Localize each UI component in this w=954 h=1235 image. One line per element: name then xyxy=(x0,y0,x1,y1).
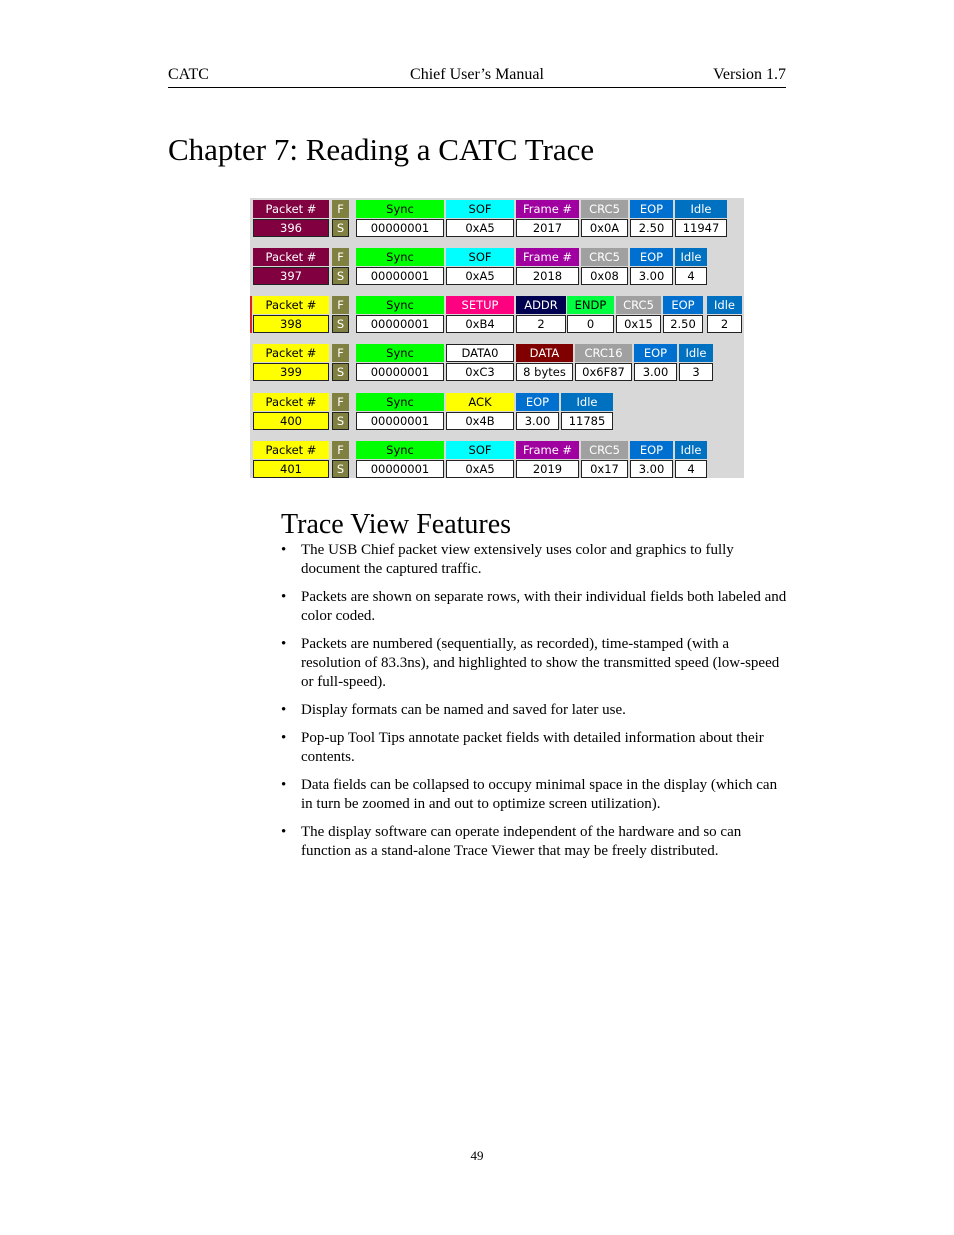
bullet-icon: • xyxy=(281,542,287,558)
packet-field[interactable] xyxy=(446,441,514,478)
packet-field[interactable] xyxy=(581,441,628,478)
packet-field-label: Idle xyxy=(561,393,613,411)
packet-field-value: 4 xyxy=(675,267,707,285)
packet-field-label: F xyxy=(332,296,349,314)
header-manual-title: Chief User’s Manual xyxy=(410,66,544,83)
packet-field[interactable] xyxy=(332,200,349,237)
packet-field-value: 400 xyxy=(253,412,329,430)
packet-field[interactable] xyxy=(356,248,444,285)
packet-field-label: F xyxy=(332,344,349,362)
packet-field-label: Frame # xyxy=(516,441,579,459)
packet-field-value: S xyxy=(332,363,349,381)
packet-field[interactable] xyxy=(253,441,329,478)
packet-field-label: Packet # xyxy=(253,200,329,218)
packet-field-label: CRC5 xyxy=(581,441,628,459)
feature-text: The display software can operate independent of the hardware and so can function as a stand-alone Trace Viewer that may be freely distributed. xyxy=(301,824,742,859)
packet-field[interactable] xyxy=(581,248,628,285)
packet-field[interactable] xyxy=(446,344,514,381)
bullet-icon: • xyxy=(281,777,287,793)
feature-text: Pop-up Tool Tips annotate packet fields with detailed information about their contents. xyxy=(301,730,764,765)
packet-field[interactable] xyxy=(630,248,673,285)
packet-field-value: 8 bytes xyxy=(516,363,573,381)
packet-field-value: 3.00 xyxy=(634,363,677,381)
packet-field[interactable] xyxy=(567,296,614,333)
trace-view-figure xyxy=(250,198,744,478)
packet-field-value: 0x4B xyxy=(446,412,514,430)
packet-field-value: 397 xyxy=(253,267,329,285)
packet-field-value: 00000001 xyxy=(356,460,444,478)
bullet-icon: • xyxy=(281,589,287,605)
packet-row[interactable] xyxy=(250,344,744,381)
packet-row[interactable] xyxy=(250,441,744,478)
packet-field[interactable] xyxy=(332,393,349,430)
packet-field-label: Idle xyxy=(675,441,707,459)
packet-field-value: 2 xyxy=(516,315,566,333)
packet-field-label: DATA xyxy=(516,344,573,362)
packet-field-label: Packet # xyxy=(253,248,329,266)
packet-field-label: Packet # xyxy=(253,441,329,459)
packet-field-label: EOP xyxy=(630,248,673,266)
packet-field-value: 401 xyxy=(253,460,329,478)
packet-field[interactable] xyxy=(679,344,713,381)
packet-field-value: 3.00 xyxy=(630,460,673,478)
packet-field[interactable] xyxy=(581,200,628,237)
feature-list-item xyxy=(281,823,787,861)
packet-field-label: F xyxy=(332,248,349,266)
packet-field-label: EOP xyxy=(516,393,559,411)
packet-field-label: SOF xyxy=(446,441,514,459)
packet-field-value: 2 xyxy=(707,315,742,333)
packet-field-value: 0x15 xyxy=(616,315,661,333)
packet-field-value: 2.50 xyxy=(663,315,703,333)
packet-field-value: 2.50 xyxy=(630,219,673,237)
packet-field-value: S xyxy=(332,460,349,478)
packet-row[interactable] xyxy=(250,248,744,285)
packet-field-value: 0xA5 xyxy=(446,267,514,285)
packet-field-value: 0x08 xyxy=(581,267,628,285)
packet-field-label: Packet # xyxy=(253,296,329,314)
packet-field-value: 0xC3 xyxy=(446,363,514,381)
packet-field-label: EOP xyxy=(630,441,673,459)
feature-list xyxy=(281,541,787,870)
packet-field-value: 0xA5 xyxy=(446,460,514,478)
packet-field[interactable] xyxy=(446,200,514,237)
packet-field-label: Idle xyxy=(675,248,707,266)
packet-field-label: CRC5 xyxy=(581,200,628,218)
header-version: Version 1.7 xyxy=(713,66,786,83)
packet-field[interactable] xyxy=(332,344,349,381)
packet-field-label: F xyxy=(332,393,349,411)
packet-field-value: 3 xyxy=(679,363,713,381)
packet-field-value: 11785 xyxy=(561,412,613,430)
packet-field-value: 00000001 xyxy=(356,363,444,381)
packet-field[interactable] xyxy=(332,248,349,285)
packet-field-value: 396 xyxy=(253,219,329,237)
packet-field-label: EOP xyxy=(630,200,673,218)
packet-field-label: F xyxy=(332,441,349,459)
packet-field[interactable] xyxy=(356,441,444,478)
packet-field-label: CRC16 xyxy=(575,344,632,362)
bullet-icon: • xyxy=(281,730,287,746)
packet-field[interactable] xyxy=(253,393,329,430)
page-number: 49 xyxy=(470,1148,484,1163)
feature-text: Packets are shown on separate rows, with their individual fields both labeled and color coded. xyxy=(301,589,787,624)
packet-field-label: CRC5 xyxy=(581,248,628,266)
packet-field-label: ADDR xyxy=(516,296,566,314)
packet-field-label: Packet # xyxy=(253,344,329,362)
packet-field[interactable] xyxy=(634,344,677,381)
packet-field-label: SOF xyxy=(446,200,514,218)
packet-field-label: Sync xyxy=(356,393,444,411)
packet-field[interactable] xyxy=(253,344,329,381)
packet-row[interactable] xyxy=(250,200,744,237)
feature-text: The USB Chief packet view extensively uses color and graphics to fully document the captured traffic. xyxy=(301,542,734,577)
packet-field[interactable] xyxy=(630,200,673,237)
feature-list-item xyxy=(281,776,787,814)
packet-field-value: 399 xyxy=(253,363,329,381)
header-company: CATC xyxy=(168,66,209,83)
row-marker xyxy=(250,296,252,333)
packet-field[interactable] xyxy=(516,296,566,333)
packet-field-value: 00000001 xyxy=(356,412,444,430)
packet-field[interactable] xyxy=(332,441,349,478)
packet-field[interactable] xyxy=(616,296,661,333)
packet-field-value: S xyxy=(332,267,349,285)
packet-field[interactable] xyxy=(253,248,329,285)
packet-field[interactable] xyxy=(332,296,349,333)
packet-field[interactable] xyxy=(675,441,707,478)
section-title: Trace View Features xyxy=(281,509,512,540)
bullet-icon: • xyxy=(281,702,287,718)
packet-field-label: ACK xyxy=(446,393,514,411)
feature-list-item xyxy=(281,701,787,720)
packet-field[interactable] xyxy=(356,296,444,333)
packet-field-label: F xyxy=(332,200,349,218)
packet-field[interactable] xyxy=(253,296,329,333)
packet-field-value: 398 xyxy=(253,315,329,333)
packet-field-value: 0x17 xyxy=(581,460,628,478)
packet-field-label: Frame # xyxy=(516,248,579,266)
packet-field[interactable] xyxy=(561,393,613,430)
packet-field-label: Packet # xyxy=(253,393,329,411)
feature-text: Data fields can be collapsed to occupy minimal space in the display (which can in turn be zoomed in and out to optimize screen utilization). xyxy=(301,777,778,812)
packet-field[interactable] xyxy=(446,296,514,333)
packet-field-label: ENDP xyxy=(567,296,614,314)
packet-field-value: 0 xyxy=(567,315,614,333)
packet-field[interactable] xyxy=(516,344,573,381)
packet-field-value: 00000001 xyxy=(356,219,444,237)
packet-field-value: 3.00 xyxy=(516,412,559,430)
page-header xyxy=(168,66,786,88)
feature-list-item xyxy=(281,635,787,692)
packet-field[interactable] xyxy=(253,200,329,237)
packet-field[interactable] xyxy=(356,393,444,430)
packet-field-label: EOP xyxy=(663,296,703,314)
packet-field-label: Sync xyxy=(356,248,444,266)
packet-field[interactable] xyxy=(630,441,673,478)
packet-field[interactable] xyxy=(575,344,632,381)
packet-field-label: DATA0 xyxy=(446,344,514,362)
packet-field-label: Sync xyxy=(356,200,444,218)
packet-field[interactable] xyxy=(663,296,703,333)
packet-field[interactable] xyxy=(356,200,444,237)
packet-field-value: 2018 xyxy=(516,267,579,285)
feature-list-item xyxy=(281,588,787,626)
packet-field-value: S xyxy=(332,219,349,237)
packet-field-value: 0x6F87 xyxy=(575,363,632,381)
packet-field-value: 3.00 xyxy=(630,267,673,285)
packet-field-value: 2019 xyxy=(516,460,579,478)
packet-field-value: 4 xyxy=(675,460,707,478)
packet-field[interactable] xyxy=(446,393,514,430)
packet-field-label: Idle xyxy=(679,344,713,362)
packet-field[interactable] xyxy=(516,441,579,478)
packet-field-value: 2017 xyxy=(516,219,579,237)
feature-text: Packets are numbered (sequentially, as recorded), time-stamped (with a resolution of 83.3ns), and highlighted to show the transmitted speed (low-speed or full-speed). xyxy=(301,636,780,690)
packet-field-label: CRC5 xyxy=(616,296,661,314)
packet-field[interactable] xyxy=(707,296,742,333)
packet-field-label: SOF xyxy=(446,248,514,266)
packet-field-label: Sync xyxy=(356,441,444,459)
feature-list-item xyxy=(281,541,787,579)
packet-row[interactable] xyxy=(250,296,744,333)
chapter-title: Chapter 7: Reading a CATC Trace xyxy=(168,132,595,167)
packet-field[interactable] xyxy=(356,344,444,381)
feature-list-item xyxy=(281,729,787,767)
packet-field-label: Sync xyxy=(356,296,444,314)
packet-field-label: Idle xyxy=(707,296,742,314)
packet-field-label: Frame # xyxy=(516,200,579,218)
packet-field-label: Sync xyxy=(356,344,444,362)
packet-field-label: SETUP xyxy=(446,296,514,314)
packet-field-value: 0x0A xyxy=(581,219,628,237)
packet-field-value: S xyxy=(332,315,349,333)
packet-field-value: 11947 xyxy=(675,219,727,237)
bullet-icon: • xyxy=(281,636,287,652)
packet-field-label: Idle xyxy=(675,200,727,218)
packet-field[interactable] xyxy=(516,393,559,430)
packet-field[interactable] xyxy=(516,248,579,285)
bullet-icon: • xyxy=(281,824,287,840)
feature-text: Display formats can be named and saved for later use. xyxy=(301,702,626,718)
packet-field[interactable] xyxy=(675,200,727,237)
packet-field[interactable] xyxy=(675,248,707,285)
packet-field[interactable] xyxy=(516,200,579,237)
packet-field-value: 00000001 xyxy=(356,315,444,333)
packet-field[interactable] xyxy=(446,248,514,285)
packet-row[interactable] xyxy=(250,393,744,430)
packet-field-value: 00000001 xyxy=(356,267,444,285)
packet-field-value: 0xA5 xyxy=(446,219,514,237)
packet-field-value: S xyxy=(332,412,349,430)
packet-field-label: EOP xyxy=(634,344,677,362)
packet-field-value: 0xB4 xyxy=(446,315,514,333)
